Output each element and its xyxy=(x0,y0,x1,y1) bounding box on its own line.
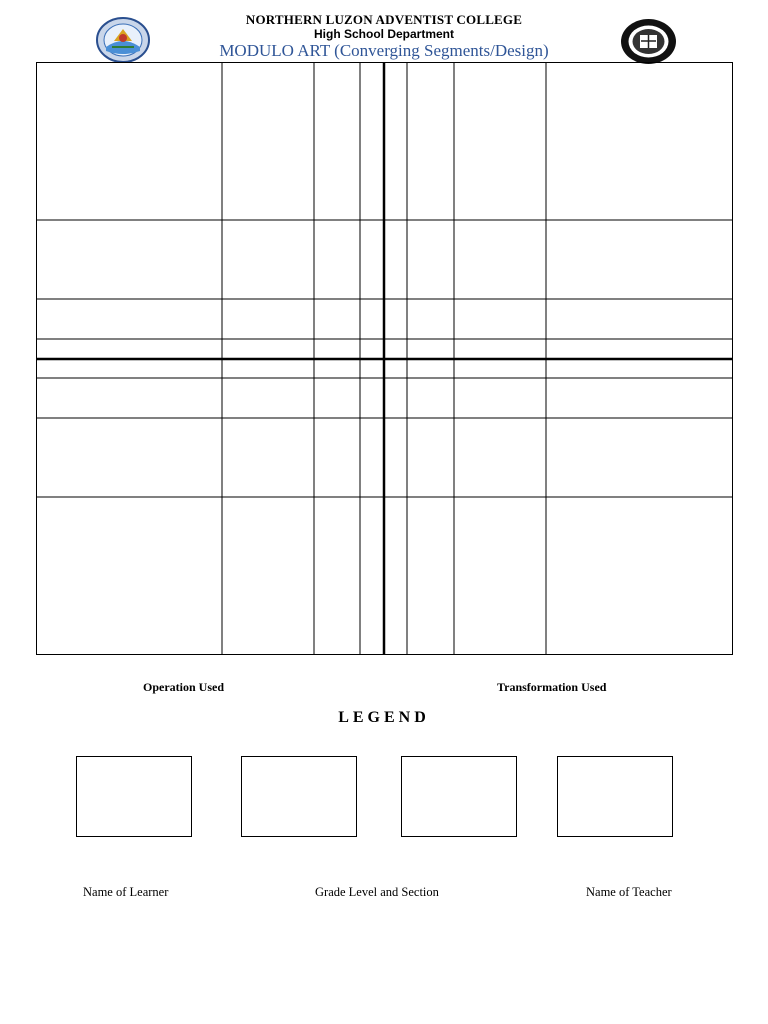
name-of-learner-label: Name of Learner xyxy=(83,885,169,899)
school-seal-left-icon xyxy=(96,17,150,63)
grade-level-section-label: Grade Level and Section xyxy=(315,885,439,899)
legend-box-3 xyxy=(401,756,517,837)
operation-used-label: Operation Used xyxy=(143,680,224,694)
page-title: MODULO ART (Converging Segments/Design) xyxy=(219,41,549,60)
transformation-used-label: Transformation Used xyxy=(497,680,607,694)
school-seal-right-icon xyxy=(620,18,677,65)
legend-title: LEGEND xyxy=(338,709,430,726)
legend-box-1 xyxy=(76,756,192,837)
name-of-teacher-label: Name of Teacher xyxy=(586,885,672,899)
department-name: High School Department xyxy=(313,27,454,41)
legend-box-2 xyxy=(241,756,357,837)
school-name: NORTHERN LUZON ADVENTIST COLLEGE xyxy=(245,12,523,27)
modulo-grid xyxy=(36,62,733,655)
legend-box-4 xyxy=(557,756,673,837)
